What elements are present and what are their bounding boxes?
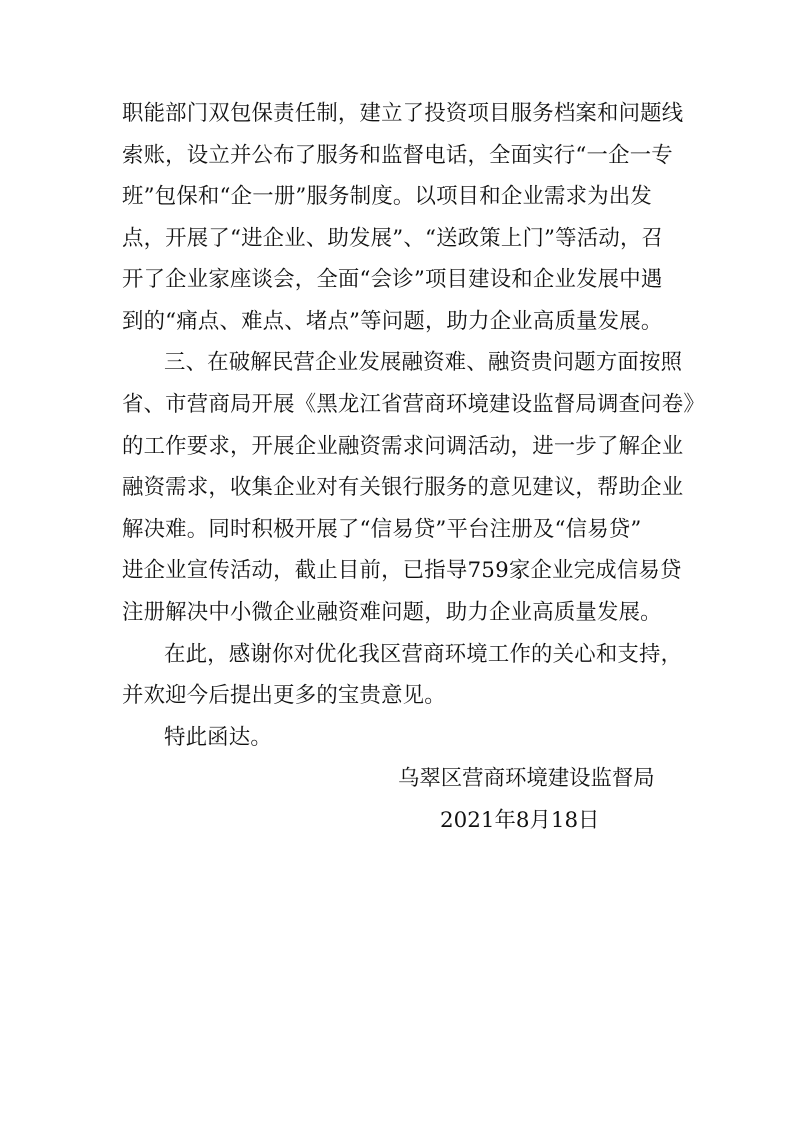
- closing-line: 特此函达。: [164, 725, 272, 750]
- paragraph-line: 进企业宣传活动，截止目前，已指导759家企业完成信易贷: [122, 558, 682, 583]
- paragraph-line: 职能部门双包保责任制，建立了投资项目服务档案和问题线: [122, 101, 684, 126]
- paragraph-line: 的工作要求，开展企业融资需求问调活动，进一步了解企业: [122, 434, 684, 459]
- paragraph-line: 融资需求，收集企业对有关银行服务的意见建议，帮助企业: [122, 475, 684, 500]
- paragraph-line: 省、市营商局开展《黑龙江省营商环境建设监督局调查问卷》: [122, 392, 705, 417]
- paragraph-line: 开了企业家座谈会，全面“会诊”项目建设和企业发展中遇: [122, 267, 663, 292]
- paragraph-line: 在此，感谢你对优化我区营商环境工作的关心和支持，: [164, 642, 683, 667]
- paragraph-line: 到的“痛点、难点、堵点”等问题，助力企业高质量发展。: [122, 309, 663, 334]
- paragraph-line: 解决难。同时积极开展了“信易贷”平台注册及“信易贷”: [122, 517, 642, 542]
- paragraph-line: 点，开展了“进企业、助发展”、“送政策上门”等活动，召: [122, 226, 664, 251]
- paragraph-line: 注册解决中小微企业融资难问题，助力企业高质量发展。: [122, 600, 662, 625]
- signature-organization: 乌翠区营商环境建设监督局: [398, 766, 655, 791]
- paragraph-line: 并欢迎今后提出更多的宝贵意见。: [122, 683, 446, 708]
- signature-date: 2021年8月18日: [440, 808, 600, 833]
- paragraph-line: 三、在破解民营企业发展融资难、融资贵问题方面按照: [164, 350, 683, 375]
- paragraph-line: 班”包保和“企一册”服务制度。以项目和企业需求为出发: [122, 184, 652, 209]
- paragraph-line: 索账，设立并公布了服务和监督电话，全面实行“一企一专: [122, 143, 673, 168]
